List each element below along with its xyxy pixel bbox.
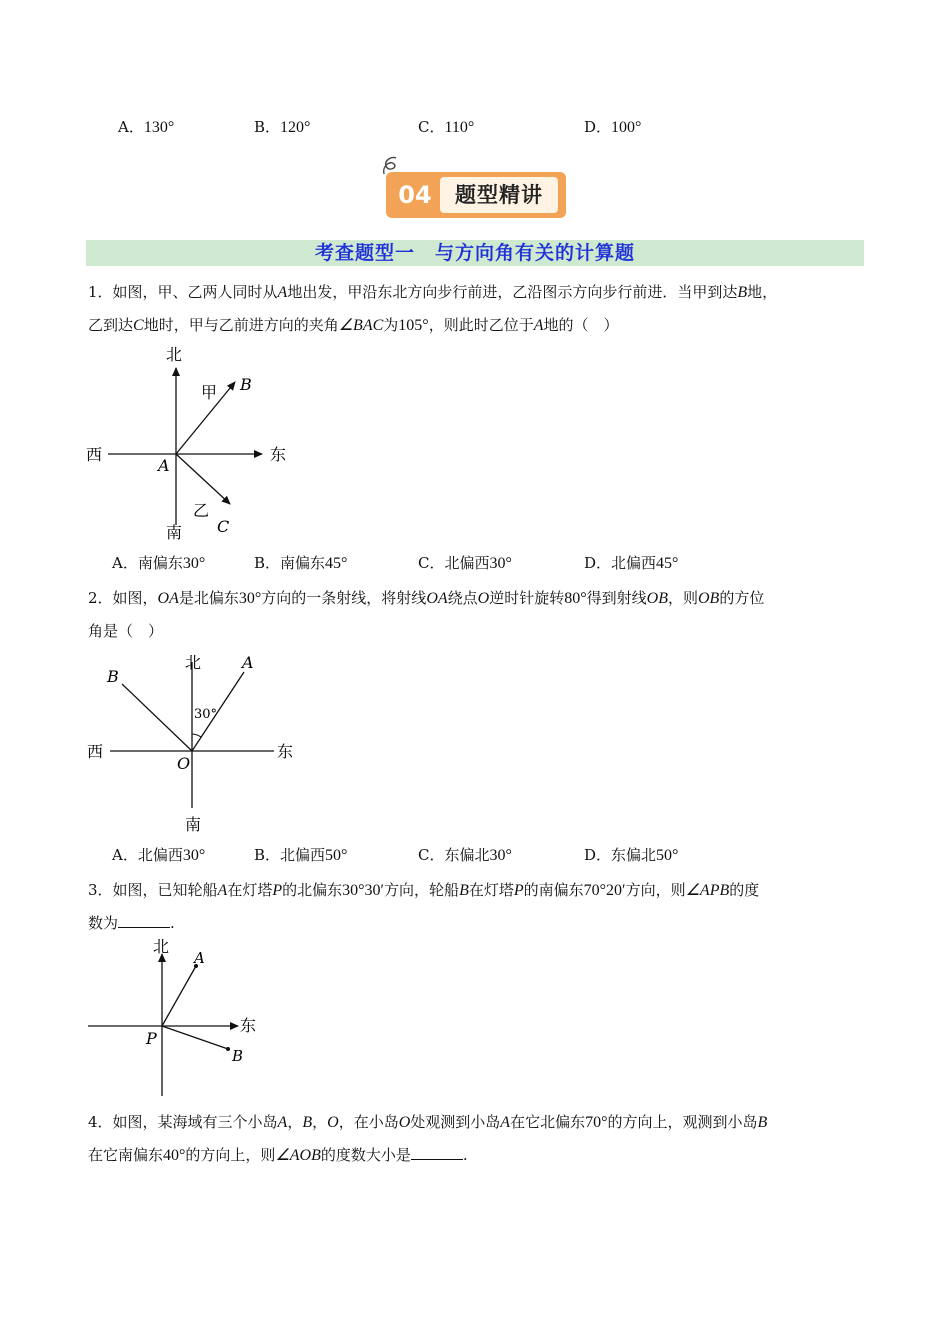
q2-option-b[interactable]: B．北偏西50° xyxy=(254,846,348,864)
section-header-bar xyxy=(86,240,864,266)
q1-label-b: B xyxy=(240,375,252,394)
q2-options-row xyxy=(0,844,950,868)
section-title: 考查题型一 与方向角有关的计算题 xyxy=(314,242,635,264)
q3-ray-b xyxy=(162,1026,228,1049)
q2-label-a: A xyxy=(242,653,254,672)
prev-options-row xyxy=(0,116,950,140)
section-banner xyxy=(386,172,566,218)
q2-label-b: B xyxy=(107,667,119,686)
q1-label-c: C xyxy=(217,517,230,536)
q2-angle-arc xyxy=(192,734,201,737)
q1-option-d[interactable]: D．北偏西45° xyxy=(584,554,679,572)
q3-ray-a xyxy=(162,966,196,1026)
q3-label-east: 东 xyxy=(240,1016,257,1035)
q3-point-b xyxy=(226,1047,230,1051)
q1-figure xyxy=(80,340,310,545)
q1-option-c[interactable]: C．北偏西30° xyxy=(418,554,512,572)
question-3-text xyxy=(88,874,868,939)
q1-line-1: 1．如图，甲、乙两人同时从A地出发，甲沿东北方向步行前进，乙沿图示方向步行前进．当甲到达B地， xyxy=(88,283,778,301)
q4-answer-blank[interactable] xyxy=(411,1143,463,1160)
q1-label-east: 东 xyxy=(270,445,287,464)
prev-option-d[interactable]: D．100° xyxy=(584,118,642,136)
q2-option-a[interactable]: A．北偏西30° xyxy=(112,846,206,864)
q2-label-angle: 30° xyxy=(194,707,218,722)
q3-label-b: B xyxy=(232,1047,244,1065)
q1-option-a[interactable]: A．南偏东30° xyxy=(112,554,206,572)
q3-label-a: A xyxy=(194,949,205,967)
banner-number: 04 xyxy=(398,181,432,209)
prev-option-c[interactable]: C．110° xyxy=(418,118,475,136)
q3-line-2: 数为 . xyxy=(88,907,868,939)
banner-title: 题型精讲 xyxy=(440,177,558,213)
question-1-text xyxy=(88,276,868,342)
q1-label-west: 西 xyxy=(86,445,103,464)
q3-answer-blank[interactable] xyxy=(118,911,170,928)
q4-line-1: 4．如图，某海域有三个小岛A，B，O，在小岛O处观测到小岛A在它北偏东70°的方向上，观测到小岛B xyxy=(88,1113,768,1131)
q2-ray-b xyxy=(122,684,192,751)
q2-line-2: 角是（ ） xyxy=(88,622,164,640)
q2-label-south: 南 xyxy=(185,815,202,834)
q2-option-c[interactable]: C．东偏北30° xyxy=(418,846,512,864)
q1-line-2: 乙到达C地时，甲与乙前进方向的夹角∠BAC为105°，则此时乙位于A地的（ ） xyxy=(88,316,619,334)
q2-label-east: 东 xyxy=(277,742,294,761)
q1-label-jia: 甲 xyxy=(201,383,218,402)
q2-line-1: 2．如图，OA是北偏东30°方向的一条射线，将射线OA绕点O逆时针旋转80°得到射线OB，则OB的方位 xyxy=(88,589,765,607)
prev-option-a[interactable]: A．130° xyxy=(118,118,175,136)
q2-label-west: 西 xyxy=(87,742,104,761)
question-2-text xyxy=(88,582,868,647)
q2-label-origin: O xyxy=(177,754,191,773)
question-4-text xyxy=(88,1106,868,1172)
q1-label-south: 南 xyxy=(166,523,183,542)
q1-ray-c xyxy=(176,454,230,504)
q3-figure xyxy=(80,934,280,1104)
q2-option-d[interactable]: D．东偏北50° xyxy=(584,846,679,864)
prev-option-b[interactable]: B．120° xyxy=(254,118,311,136)
q3-line-1: 3．如图，已知轮船A在灯塔P的北偏东30°30′方向，轮船B在灯塔P的南偏东70°20′方向，则∠APB的度 xyxy=(88,881,760,899)
q3-label-north: 北 xyxy=(153,937,170,956)
q1-label-north: 北 xyxy=(166,345,183,364)
q1-label-origin: A xyxy=(158,456,170,475)
q2-label-north: 北 xyxy=(185,653,202,672)
q1-option-b[interactable]: B．南偏东45° xyxy=(254,554,348,572)
q4-line-2: 在它南偏东40°的方向上，则∠AOB的度数大小是 . xyxy=(88,1139,868,1172)
q3-label-origin: P xyxy=(146,1029,157,1048)
q1-label-yi: 乙 xyxy=(193,501,210,520)
q1-options-row xyxy=(0,552,950,576)
q2-figure xyxy=(80,648,310,838)
